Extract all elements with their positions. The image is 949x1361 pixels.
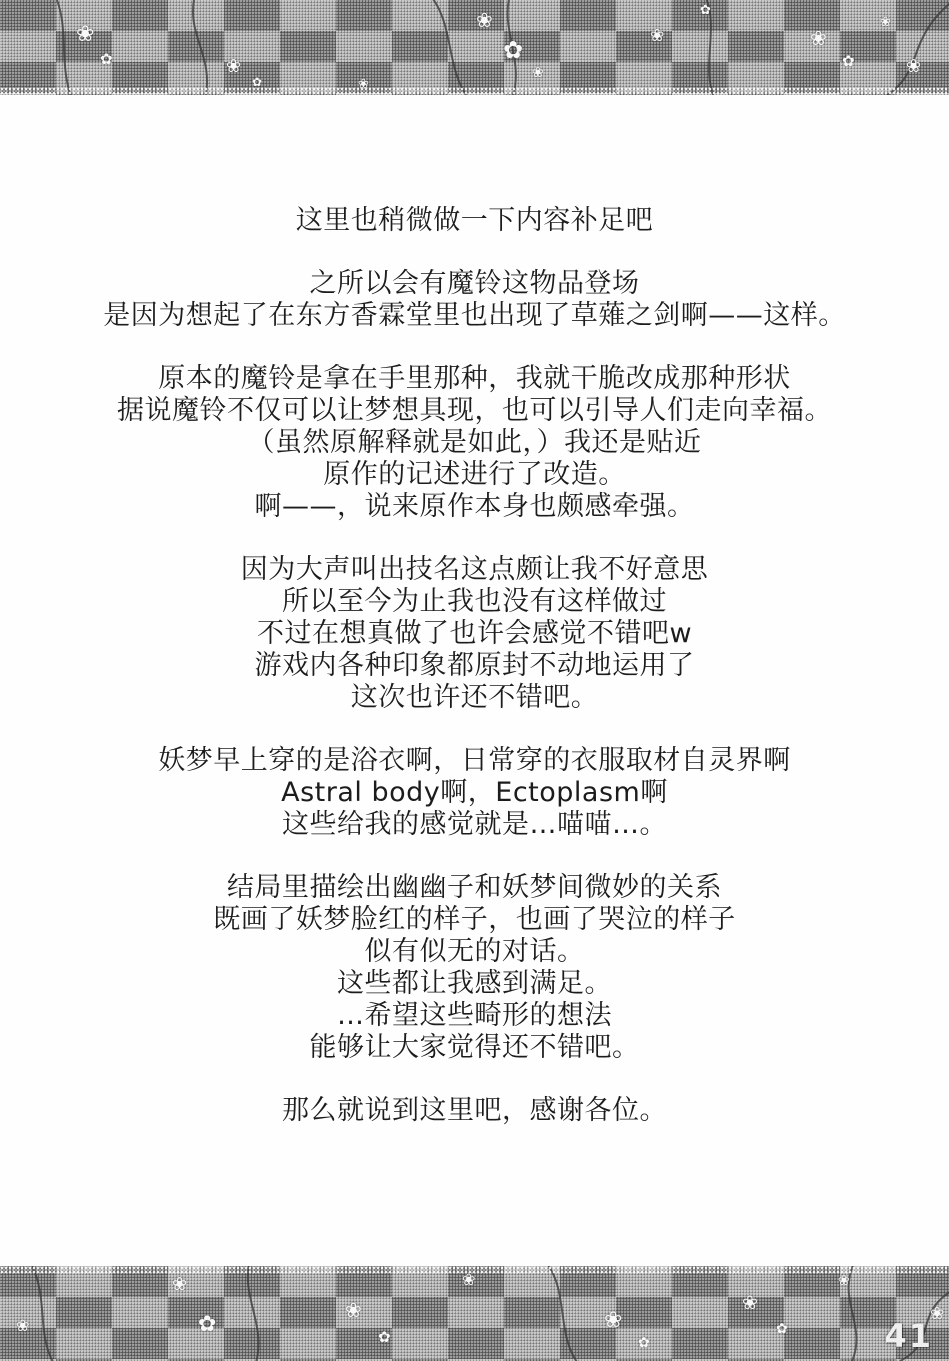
paragraph [0, 205, 949, 237]
page-number: 41 [884, 1317, 933, 1355]
cherry-blossom-icon [604, 1310, 622, 1332]
cherry-blossom-icon [358, 78, 369, 91]
decorative-border-top [0, 0, 949, 95]
paragraph [0, 268, 949, 332]
cherry-blossom-icon [742, 1294, 758, 1313]
branch-graphic [0, 0, 949, 95]
text-line: 结局里描绘出幽幽子和妖梦间微妙的关系 [227, 872, 722, 903]
text-line: 既画了妖梦脸红的样子，也画了哭泣的样子 [213, 904, 736, 935]
text-line: 原本的魔铃是拿在手里那种，我就干脆改成那种形状 [158, 363, 791, 394]
cherry-blossom-icon [838, 1274, 850, 1288]
paragraph [0, 872, 949, 1064]
text-line: 啊——，说来原作本身也颇感牵强。 [254, 491, 695, 522]
cherry-blossom-icon [700, 4, 711, 17]
cherry-blossom-icon [906, 58, 921, 76]
cherry-blossom-icon [810, 28, 827, 48]
text-line: 这些都让我感到满足。 [337, 968, 612, 999]
text-line: （虽然原解释就是如此，）我还是贴近 [247, 427, 702, 458]
cherry-blossom-icon [16, 1318, 29, 1334]
text-line: 是因为想起了在东方香霖堂里也出现了草薙之剑啊——这样。 [103, 300, 846, 331]
text-line: 能够让大家觉得还不错吧。 [309, 1032, 640, 1063]
decorative-border-bottom [0, 1266, 949, 1361]
text-line: 不过在想真做了也许会感觉不错吧w [256, 618, 693, 649]
cherry-blossom-icon [345, 1300, 362, 1320]
text-line: 据说魔铃不仅可以让梦想具现，也可以引导人们走向幸福。 [117, 395, 832, 426]
cherry-blossom-icon [172, 1276, 187, 1294]
cherry-blossom-icon [842, 54, 855, 69]
cherry-blossom-icon [650, 28, 664, 45]
cherry-blossom-icon [880, 16, 891, 29]
text-line: 这些给我的感觉就是…喵喵…。 [282, 809, 667, 840]
text-line: Astral body啊，Ectoplasm啊 [281, 777, 668, 808]
paragraph [0, 1095, 949, 1127]
text-line: 这次也许还不错吧。 [350, 682, 599, 713]
text-line: 似有似无的对话。 [364, 936, 585, 967]
afterword-text [0, 95, 949, 1158]
cherry-blossom-icon [198, 1314, 216, 1336]
cherry-blossom-icon [462, 1272, 475, 1288]
text-line: 原作的记述进行了改造。 [323, 459, 626, 490]
cherry-blossom-icon [476, 10, 493, 30]
text-line: 之所以会有魔铃这物品登场 [309, 268, 640, 299]
text-line: 妖梦早上穿的是浴衣啊，日常穿的衣服取材自灵界啊 [158, 745, 791, 776]
text-line: 所以至今为止我也没有这样做过 [282, 586, 667, 617]
paragraph [0, 745, 949, 841]
paragraph [0, 554, 949, 714]
cherry-blossom-icon [76, 24, 94, 46]
text-line: 游戏内各种印象都原封不动地运用了 [254, 650, 695, 681]
cherry-blossom-icon [638, 1336, 650, 1350]
text-line: 那么就说到这里吧，感谢各位。 [282, 1095, 667, 1126]
text-line: 因为大声叫出技名这点颇让我不好意思 [240, 554, 709, 585]
cherry-blossom-icon [503, 38, 523, 62]
cherry-blossom-icon [776, 1322, 788, 1336]
cherry-blossom-icon [252, 76, 262, 88]
text-line: …希望这些畸形的想法 [337, 1000, 612, 1031]
cherry-blossom-icon [100, 52, 113, 67]
cherry-blossom-icon [532, 66, 544, 80]
cherry-blossom-icon [378, 1330, 391, 1345]
text-line: 这里也稍微做一下内容补足吧 [295, 205, 654, 236]
paragraph [0, 363, 949, 523]
cherry-blossom-icon [226, 58, 241, 76]
